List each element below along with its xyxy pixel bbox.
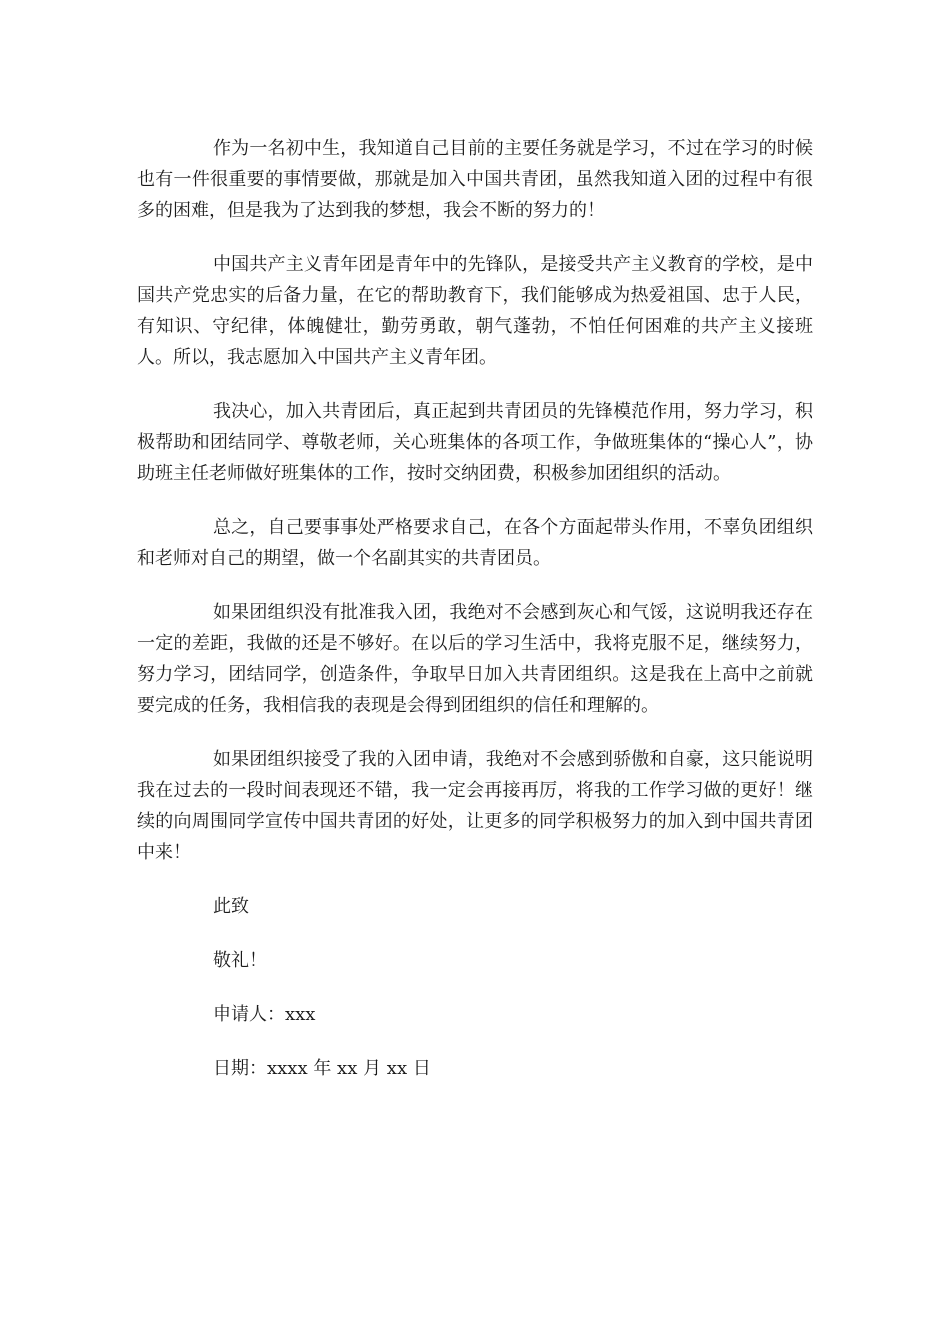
paragraph-intro: 作为一名初中生，我知道自己目前的主要任务就是学习，不过在学习的时候也有一件很重要的事情要做，那就是加入中国共青团，虽然我知道入团的过程中有很多的困难，但是我为了达到我的梦想，我会不断的努力的！	[137, 138, 813, 221]
paragraph-resolution: 我决心，加入共青团后，真正起到共青团员的先锋模范作用，努力学习，积极帮助和团结同学、尊敬老师，关心班集体的各项工作，争做班集体的“操心人”，协助班主任老师做好班集体的工作，按时交纳团费，积极参加团组织的活动。	[137, 401, 813, 484]
paragraph-if-rejected: 如果团组织没有批准我入团，我绝对不会感到灰心和气馁，这说明我还存在一定的差距，我做的还是不够好。在以后的学习生活中，我将克服不足，继续努力，努力学习，团结同学，创造条件，争取早日加入共青团组织。这是我在上高中之前就要完成的任务，我相信我的表现是会得到团组织的信任和理解的。	[137, 602, 813, 716]
paragraph-summary: 总之，自己要事事处严格要求自己，在各个方面起带头作用，不辜负团组织和老师对自己的期望，做一个名副其实的共青团员。	[137, 517, 813, 569]
date-line: 日期：xxxx 年 xx 月 xx 日	[213, 1058, 431, 1079]
paragraph-about-league: 中国共产主义青年团是青年中的先锋队，是接受共产主义教育的学校，是中国共产党忠实的后备力量，在它的帮助教育下，我们能够成为热爱祖国、忠于人民，有知识、守纪律，体魄健壮，勤劳勇敢，朝气蓬勃，不怕任何困难的共产主义接班人。所以，我志愿加入中国共产主义青年团。	[137, 254, 813, 368]
closing-regards: 敬礼！	[213, 950, 267, 971]
applicant-line: 申请人：xxx	[213, 1004, 316, 1025]
paragraph-if-accepted: 如果团组织接受了我的入团申请，我绝对不会感到骄傲和自豪，这只能说明我在过去的一段时间表现还不错，我一定会再接再厉，将我的工作学习做的更好！继续的向周围同学宣传中国共青团的好处，让更多的同学积极努力的加入到中国共青团中来！	[137, 749, 813, 863]
closing-salutation: 此致	[213, 896, 249, 917]
letter-body	[137, 133, 813, 1084]
